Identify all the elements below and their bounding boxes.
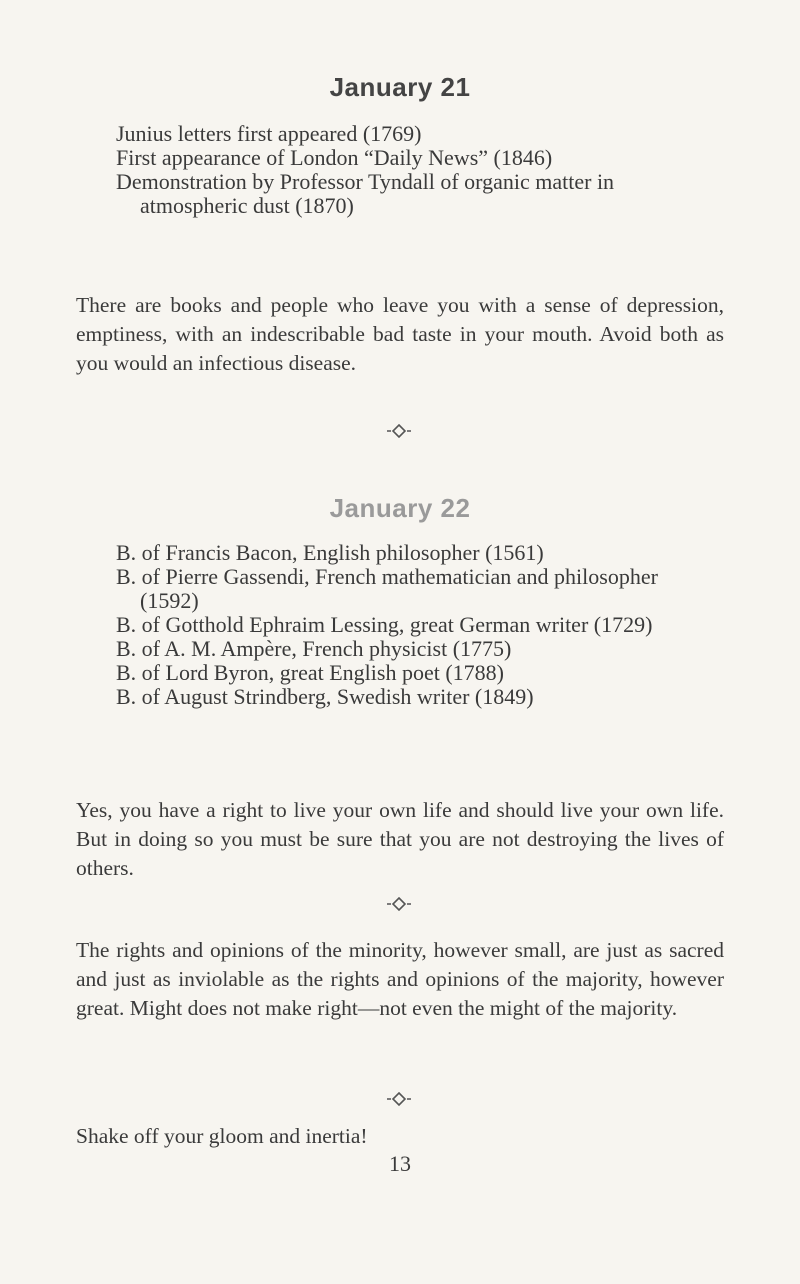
event-item: B. of Pierre Gassendi, French mathematician and philosopher (1592): [116, 564, 658, 613]
page-number: 13: [389, 1151, 411, 1176]
quote-paragraph: Yes, you have a right to live your own life and should live your own life. But in doing so you must be sure that you are not destroying the lives of others.: [76, 798, 724, 880]
diamond-ornament-icon: [387, 424, 411, 438]
quote-paragraph: The rights and opinions of the minority, however small, are just as sacred and just as inviolable as the rights and opinions of the majority, however great. Might does not make right—not even the might of the majority.: [76, 938, 724, 1020]
event-item: Junius letters first appeared (1769): [116, 121, 422, 146]
quote-paragraph: Shake off your gloom and inertia!: [76, 1124, 368, 1148]
january-21-events: [116, 122, 688, 218]
january-22-events: [116, 541, 688, 709]
event-item: B. of August Strindberg, Swedish writer (1849): [116, 684, 534, 709]
event-item: Demonstration by Professor Tyndall of organic matter in atmospheric dust (1870): [116, 169, 615, 218]
quote-paragraph: There are books and people who leave you with a sense of depression, emptiness, with an indescribable bad taste in your mouth. Avoid both as you would an infectious disease.: [76, 293, 724, 375]
event-item: B. of Gotthold Ephraim Lessing, great German writer (1729): [116, 612, 653, 637]
section-title-january-21: January 21: [329, 72, 471, 102]
event-item: First appearance of London “Daily News” (1846): [116, 145, 553, 170]
event-item: B. of Lord Byron, great English poet (1788): [116, 660, 504, 685]
diamond-ornament-icon: [387, 897, 411, 911]
event-item: B. of Francis Bacon, English philosopher (1561): [116, 540, 544, 565]
event-item: B. of A. M. Ampère, French physicist (1775): [116, 636, 512, 661]
diamond-ornament-icon: [387, 1092, 411, 1106]
section-title-january-22: January 22: [329, 493, 471, 523]
